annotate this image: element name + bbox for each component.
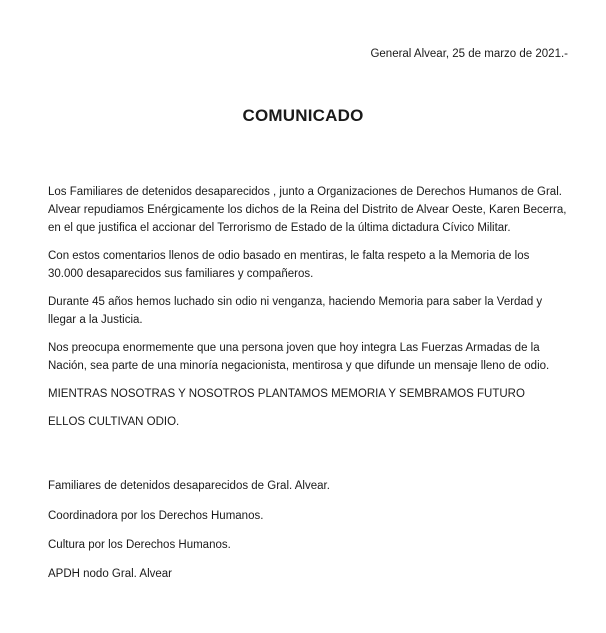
signatory: APDH nodo Gral. Alvear: [48, 568, 173, 580]
paragraph: [48, 385, 578, 403]
paragraph-line: ELLOS CULTIVAN ODIO.: [48, 416, 180, 428]
paragraph-line: llegar a la Justicia.: [48, 314, 143, 326]
paragraph-line: en el que justifica el accionar del Terrorismo de Estado de la última dictadura Cívico Militar.: [48, 222, 511, 234]
paragraph-line: 30.000 desaparecidos sus familiares y compañeros.: [48, 268, 314, 280]
paragraph: [48, 293, 578, 329]
paragraph-line: Los Familiares de detenidos desaparecidos , junto a Organizaciones de Derechos Humanos de Gral.: [48, 186, 562, 198]
document-title: COMUNICADO: [242, 106, 364, 125]
paragraph-line: Alvear repudiamos Enérgicamente los dichos de la Reina del Distrito de Alvear Oeste, Karen Becerra,: [48, 204, 567, 216]
document-body: [48, 183, 578, 441]
paragraph-line: Con estos comentarios llenos de odio basado en mentiras, le falta respeto a la Memoria de los: [48, 250, 530, 262]
paragraph: [48, 339, 578, 375]
signatory: Familiares de detenidos desaparecidos de Gral. Alvear.: [48, 480, 330, 492]
paragraph: [48, 183, 578, 237]
paragraph-line: Durante 45 años hemos luchado sin odio ni venganza, haciendo Memoria para saber la Verdad y: [48, 296, 543, 308]
paragraph-line: Nos preocupa enormemente que una persona joven que hoy integra Las Fuerzas Armadas de la: [48, 342, 540, 354]
paragraph: [48, 413, 578, 431]
signatory: Coordinadora por los Derechos Humanos.: [48, 510, 264, 522]
paragraph-line: MIENTRAS NOSOTRAS Y NOSOTROS PLANTAMOS MEMORIA Y SEMBRAMOS FUTURO: [48, 388, 525, 400]
paragraph: [48, 247, 578, 283]
signatory: Cultura por los Derechos Humanos.: [48, 539, 231, 551]
document-date: General Alvear, 25 de marzo de 2021.-: [370, 48, 568, 60]
paragraph-line: Nación, sea parte de una minoría negacionista, mentirosa y que difunde un mensaje lleno de odio.: [48, 360, 550, 372]
